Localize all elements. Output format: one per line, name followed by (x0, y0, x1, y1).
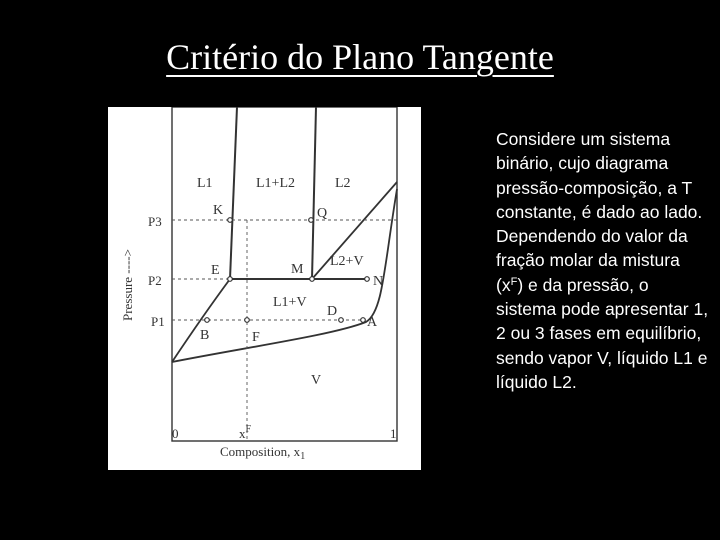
x-tick-end: 1 (390, 426, 397, 441)
point-f-marker (245, 318, 250, 323)
point-k-label: K (213, 203, 224, 218)
point-a-label: A (367, 315, 378, 330)
x-tick-start: 0 (172, 426, 179, 441)
region-l1-l2-label: L1+L2 (256, 176, 295, 191)
point-a-marker (361, 318, 366, 323)
x-axis-label: Composition, $x_1$ (220, 444, 306, 462)
description-text-part2: ) e da pressão, o sistema pode apresentar 1, 2 ou 3 fases em equilíbrio, sendo vapor V, líquido L1 e líquido L2. (496, 274, 709, 392)
point-b-label: B (200, 328, 210, 343)
region-l2-label: L2 (335, 176, 351, 191)
region-l2-v-label: L2+V (330, 254, 364, 269)
description-text-part1: Considere um sistema binário, cujo diagrama pressão-composição, a T constante, é dado ao lado. Dependendo do valor da fração molar da mistura (x (496, 129, 703, 295)
p1-tick-label: P1 (151, 314, 165, 329)
point-n-marker (365, 277, 370, 282)
l2-boundary-line (312, 107, 316, 279)
x-tick-mid: $x^F$ (239, 424, 252, 441)
point-e-label: E (211, 263, 220, 278)
region-v-label: V (311, 373, 322, 388)
point-d-marker (339, 318, 344, 323)
point-b-marker (205, 318, 210, 323)
point-f-label: F (252, 330, 260, 345)
region-l1-v-label: L1+V (273, 295, 307, 310)
plot-frame (172, 107, 397, 441)
point-q-marker (309, 218, 314, 223)
point-m-marker (310, 277, 315, 282)
description-text (496, 127, 711, 394)
p3-tick-label: P3 (148, 214, 162, 229)
point-m-label: M (291, 262, 304, 277)
description-sup: F (510, 275, 518, 288)
phase-diagram (108, 107, 421, 470)
l1-boundary-line (230, 107, 237, 279)
point-d-label: D (327, 304, 338, 319)
point-n-label: N (373, 274, 384, 289)
point-q-label: Q (317, 206, 328, 221)
l1-bubble-curve (172, 279, 230, 362)
y-axis-label: Pressure ----> (120, 249, 135, 321)
region-l1-label: L1 (197, 176, 213, 191)
point-e-marker (228, 277, 233, 282)
point-k-marker (228, 218, 233, 223)
p2-tick-label: P2 (148, 273, 162, 288)
slide-title: Critério do Plano Tangente (166, 37, 554, 77)
phase-diagram-figure (108, 107, 421, 470)
